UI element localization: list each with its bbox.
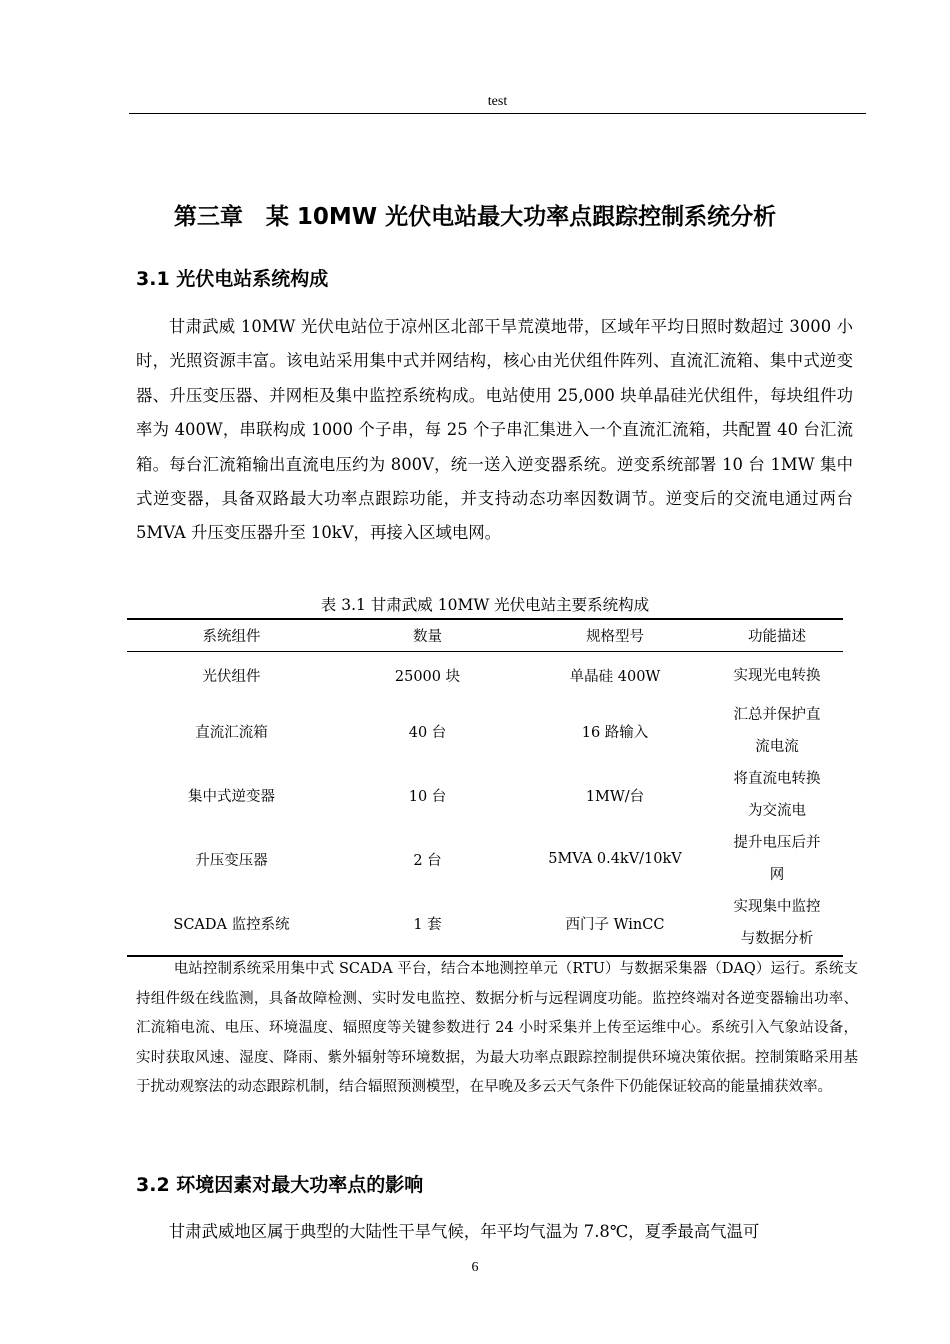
page-number: 6: [471, 1260, 479, 1275]
table-cell: 2 台: [413, 852, 442, 869]
table-cell: SCADA 监控系统: [127, 891, 336, 956]
table-cell: 光伏组件: [202, 669, 261, 685]
table-header-cell: 系统组件: [127, 619, 336, 652]
table-cell: 直流汇流箱: [195, 724, 268, 741]
table-cell: 西门子 WinCC: [519, 891, 711, 956]
body-paragraph: 甘肃武威 10MW 光伏电站位于凉州区北部干旱荒漠地带，区域年平均日照时数超过 3000 小时，光照资源丰富。该电站采用集中式并网结构，核心由光伏组件阵列、直流汇流箱、集中式逆变器、升压变压器、并网柜及集中监控系统构成。电站使用 25,000 块单晶硅光伏组件，每块组件功率为 400W，串联构成 1000 个子串，每 25 个子串汇集进入一个直流汇流箱，共配置 40 台汇流箱。每台汇流箱输出直流电压约为 800V，统一送入逆变器系统。逆变系统部署 10 台 1MW 集中式逆变器，具备双路最大功率点跟踪功能，并支持动态功率因数调节。逆变后的交流电通过两台 5MVA 升压变压器升至 10kV，再接入区域电网。: [136, 317, 853, 543]
table-row: [127, 891, 843, 956]
table-header-cell: 功能描述: [711, 619, 843, 652]
page-header: test: [129, 93, 866, 114]
table-cell-text: 提升电压后并网: [733, 835, 821, 883]
table-cell: 1MW/台: [585, 788, 645, 805]
table-row: [127, 763, 843, 827]
table-cell: [711, 652, 843, 700]
table-cell: [711, 827, 843, 891]
table-cell: 40 台: [408, 724, 447, 741]
table-cell-text: 实现集中监控与数据分析: [733, 899, 821, 947]
table-cell: 10 台: [408, 788, 447, 805]
table-cell: 25000 块: [394, 669, 461, 685]
system-composition-table: [127, 618, 843, 957]
table-cell-text: 汇总并保护直流电流: [733, 707, 821, 755]
section-title-3-2: 3.2 环境因素对最大功率点的影响: [136, 1174, 424, 1196]
table-cell: 1 套: [336, 891, 519, 956]
table-cell: [711, 763, 843, 827]
section-title-3-1: 3.1 光伏电站系统构成: [136, 268, 329, 290]
table-cell: [711, 699, 843, 763]
table-cell: 集中式逆变器: [188, 788, 275, 805]
table-header-row: [127, 619, 843, 652]
table-cell: 单晶硅 400W: [569, 669, 661, 685]
table-cell-text: 将直流电转换为交流电: [733, 771, 821, 819]
table-cell-text: 实现光电转换: [733, 667, 821, 684]
table-cell: 升压变压器: [195, 852, 268, 869]
body-paragraph: 电站控制系统采用集中式 SCADA 平台，结合本地测控单元（RTU）与数据采集器（DAQ）运行。系统支持组件级在线监测，具备故障检测、实时发电监控、数据分析与远程调度功能。监控终端对各逆变器输出功率、汇流箱电流、电压、环境温度、辐照度等关键参数进行 24 小时采集并上传至运维中心。系统引入气象站设备，实时获取风速、湿度、降雨、紫外辐射等环境数据，为最大功率点跟踪控制提供环境决策依据。控制策略采用基于扰动观察法的动态跟踪机制，结合辐照预测模型，在早晚及多云天气条件下仍能保证较高的能量捕获效率。: [136, 961, 858, 1096]
table-header-cell: 数量: [336, 619, 519, 652]
table-row: [127, 827, 843, 891]
table-header-cell: 规格型号: [519, 619, 711, 652]
table-cell: 5MVA 0.4kV/10kV: [548, 851, 682, 867]
table-caption: 表 3.1 甘肃武威 10MW 光伏电站主要系统构成: [320, 596, 650, 614]
table-row: [127, 699, 843, 763]
chapter-title: 第三章 某 10MW 光伏电站最大功率点跟踪控制系统分析: [173, 204, 777, 230]
table-row: [127, 652, 843, 700]
table-cell: [711, 891, 843, 956]
table-cell: 16 路输入: [581, 724, 649, 741]
body-paragraph: 甘肃武威地区属于典型的大陆性干旱气候，年平均气温为 7.8℃，夏季最高气温可: [168, 1222, 760, 1241]
